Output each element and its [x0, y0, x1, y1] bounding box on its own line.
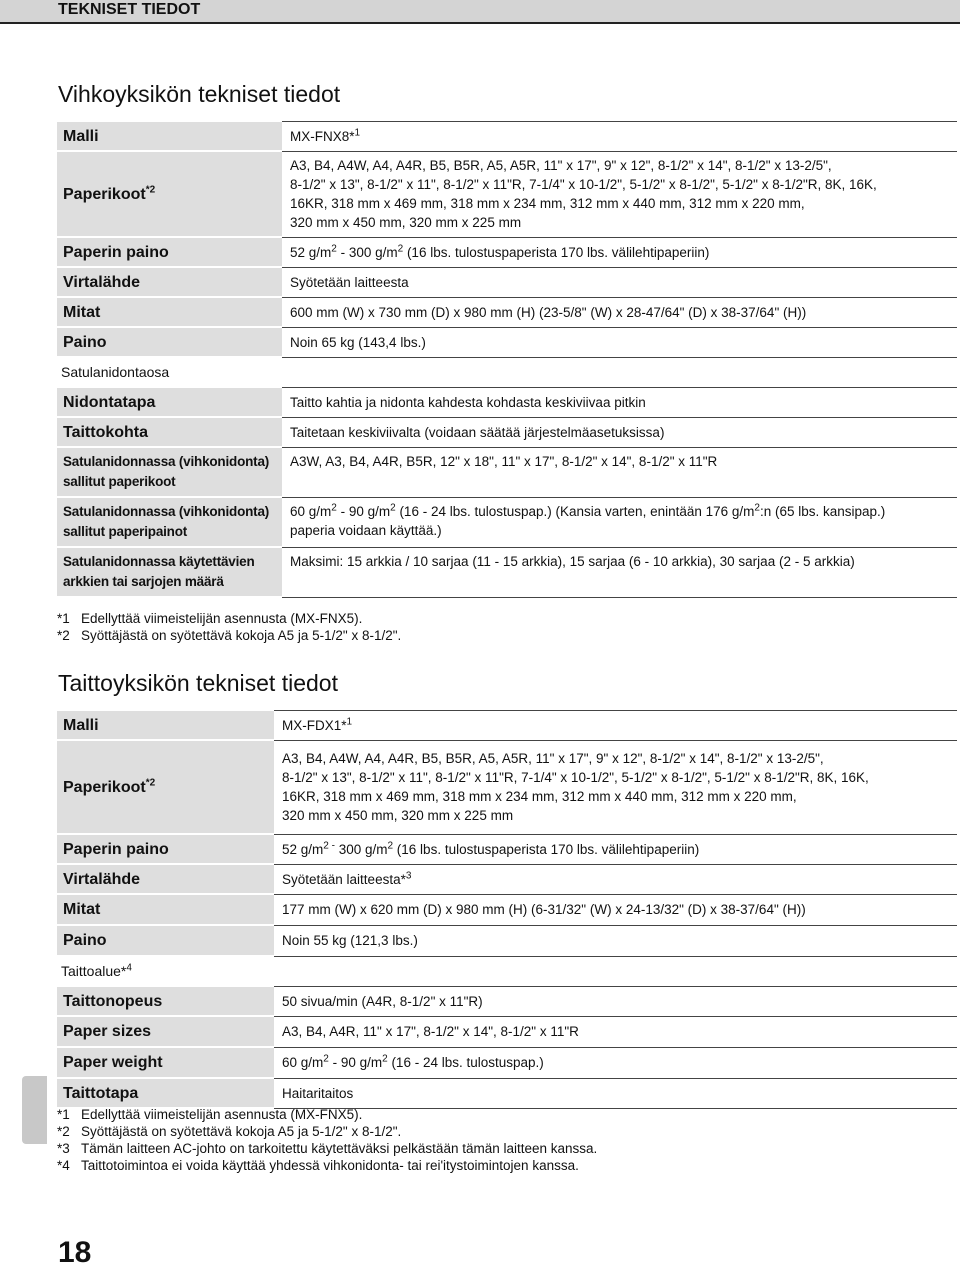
row-label: Virtalähde — [57, 267, 282, 297]
row-value: 60 $g/m^2 - 90$ $g/m^2$ (16 - 24 lbs. tulostuspap.) (Kansia varten, enintään 176 $g/m^2:n$ (65 lbs. kansipap.) paperia voidaan käyttää.) — [282, 497, 957, 547]
row-value: A3W, A3, B4, A4R, B5R, 12" x 18", 11" x 17", 8-1/2" x 14", 8-1/2" x 11"R — [282, 447, 957, 497]
table-row — [57, 1016, 957, 1047]
table-row — [57, 1047, 957, 1078]
footnote: *2 Syöttäjästä on syötettävä kokoja A5 ja 5-1/2" x 8-1/2". — [57, 628, 402, 643]
row-label: Taittonopeus — [57, 986, 274, 1016]
footnote: *1 Edellyttää viimeistelijän asennusta (MX-FNX5). — [57, 1107, 363, 1122]
section1-title: Vihkoyksikön tekniset tiedot — [58, 81, 341, 107]
table-row — [57, 237, 957, 267]
footnote: *3 Tämän laitteen AC-johto on tarkoitettu käytettäväksi pelkästään tämän laitteen kanssa. — [57, 1141, 598, 1156]
table-row — [57, 834, 957, 864]
row-label: Mitat — [57, 297, 282, 327]
row-label: Paperin paino — [57, 237, 282, 267]
row-label: Taittokohta — [57, 417, 282, 447]
row-label: Paperikoot$^{*2}$ — [57, 740, 274, 834]
row-label: Paino — [57, 327, 282, 357]
table-row — [57, 417, 957, 447]
table-row — [57, 956, 957, 986]
row-value: Noin 65 kg (143,4 lbs.) — [282, 327, 957, 357]
table-row — [57, 327, 957, 357]
table-row — [57, 497, 957, 547]
header-rule — [0, 22, 960, 24]
row-value: Noin 55 kg (121,3 lbs.) — [274, 925, 957, 956]
chapter-tab — [22, 1076, 47, 1144]
row-value: 52 $g/m^2 - 300$ $g/m^2$ (16 lbs. tulostuspaperista 170 lbs. välilehtipaperiin) — [282, 237, 957, 267]
table-row — [57, 447, 957, 497]
row-label: Satulanidonnassa (vihkonidonta) sallitut paperikoot — [57, 447, 282, 497]
row-value: A3, B4, A4R, 11" x 17", 8-1/2" x 14", 8-1/2" x 11"R — [274, 1016, 957, 1047]
row-value: Taitetaan keskiviivalta (voidaan säätää järjestelmäasetuksissa) — [282, 417, 957, 447]
table-row — [57, 925, 957, 956]
footnote: *4 Taittotoimintoa ei voida käyttää yhdessä vihkonidonta- tai rei'itystoimintojen kanssa. — [57, 1158, 579, 1173]
row-value: 177 mm (W) x 620 mm (D) x 980 mm (H) (6-31/32" (W) x 24-13/32" (D) x 38-37/64" (H)) — [274, 894, 957, 925]
table-row — [57, 267, 957, 297]
table-row — [57, 151, 957, 237]
header-title: TEKNISET TIEDOT — [58, 1, 201, 18]
table-row — [57, 1078, 957, 1108]
section2-table — [57, 709, 957, 1109]
row-label: Malli — [57, 121, 282, 151]
footnote: *1 Edellyttää viimeistelijän asennusta (MX-FNX5). — [57, 611, 363, 626]
row-label: Malli — [57, 710, 274, 740]
row-label: Paper sizes — [57, 1016, 274, 1047]
row-label: Mitat — [57, 894, 274, 925]
table-row — [57, 297, 957, 327]
section2-title: Taittoyksikön tekniset tiedot — [58, 670, 338, 696]
row-value: 60 $g/m^2 - 90$ $g/m^2$ (16 - 24 lbs. tulostuspap.) — [274, 1047, 957, 1078]
row-label: Nidontatapa — [57, 387, 282, 417]
row-value: Maksimi: 15 arkkia / 10 sarjaa (11 - 15 arkkia), 15 sarjaa (6 - 10 arkkia), 30 sarjaa (2 - 5 arkkia) — [282, 547, 957, 597]
row-label: Taittotapa — [57, 1078, 274, 1108]
table-row — [57, 864, 957, 894]
table-row — [57, 121, 957, 151]
row-value: Syötetään laitteesta*$^3$ — [274, 864, 957, 894]
row-label: Satulanidonnassa käytettävien arkkien tai sarjojen määrä — [57, 547, 282, 597]
row-value: Taitto kahtia ja nidonta kahdesta kohdasta keskiviivaa pitkin — [282, 387, 957, 417]
table-row — [57, 894, 957, 925]
table-row — [57, 357, 957, 387]
row-value: MX-FDX1*$^1$ — [274, 710, 957, 740]
row-label: Paper weight — [57, 1047, 274, 1078]
row-value: Syötetään laitteesta — [282, 267, 957, 297]
row-value: 600 mm (W) x 730 mm (D) x 980 mm (H) (23-5/8" (W) x 28-47/64" (D) x 38-37/64" (H)) — [282, 297, 957, 327]
row-value: MX-FNX8*$^1$ — [282, 121, 957, 151]
section1-table — [57, 120, 957, 598]
row-value: A3, B4, A4W, A4, A4R, B5, B5R, A5, A5R, 11" x 17", 9" x 12", 8-1/2" x 14", 8-1/2" x 13-2/5", 8-1/2" x 13", 8-1/2" x 11", 8-1/2" x 11"R, 7-1/4" x 10-1/2", 5-1/2" x 8-1/2", 5-1/2" x 8-1/2"R, 8K, 16K, 16KR, 318 mm x 469 mm, 318 mm x 234 mm, 312 mm x 440 mm, 312 mm x 220 mm, 320 mm x 450 mm, 320 mm x 225 mm — [282, 151, 957, 237]
row-value: A3, B4, A4W, A4, A4R, B5, B5R, A5, A5R, 11" x 17", 9" x 12", 8-1/2" x 14", 8-1/2" x 13-2/5", 8-1/2" x 13", 8-1/2" x 11", 8-1/2" x 11"R, 7-1/4" x 10-1/2", 5-1/2" x 8-1/2", 5-1/2" x 8-1/2"R, 8K, 16K, 16KR, 318 mm x 469 mm, 318 mm x 234 mm, 312 mm x 440 mm, 312 mm x 220 mm, 320 mm x 450 mm, 320 mm x 225 mm — [274, 740, 957, 834]
row-value: 50 sivua/min (A4R, 8-1/2" x 11"R) — [274, 986, 957, 1016]
row-label: Satulanidonnassa (vihkonidonta) sallitut paperipainot — [57, 497, 282, 547]
table-row — [57, 547, 957, 597]
subsection-label: Satulanidontaosa — [57, 357, 957, 387]
subsection-label: Taittoalue*$^4$ — [57, 956, 957, 986]
table-row — [57, 986, 957, 1016]
table-row — [57, 710, 957, 740]
row-label: Paperin paino — [57, 834, 274, 864]
page-number: 18 — [58, 1236, 92, 1269]
row-label: Paperikoot$^{*2}$ — [57, 151, 282, 237]
row-label: Virtalähde — [57, 864, 274, 894]
row-value: 52 $g/m^{2 -}$ 300 $g/m^2$ (16 lbs. tulostuspaperista 170 lbs. välilehtipaperiin) — [274, 834, 957, 864]
table-row — [57, 740, 957, 834]
section2-footnotes — [57, 1106, 597, 1174]
row-label: Paino — [57, 925, 274, 956]
footnote: *2 Syöttäjästä on syötettävä kokoja A5 ja 5-1/2" x 8-1/2". — [57, 1124, 402, 1139]
row-value: Haitaritaitos — [274, 1078, 957, 1108]
section1-footnotes — [57, 610, 401, 644]
table-row — [57, 387, 957, 417]
